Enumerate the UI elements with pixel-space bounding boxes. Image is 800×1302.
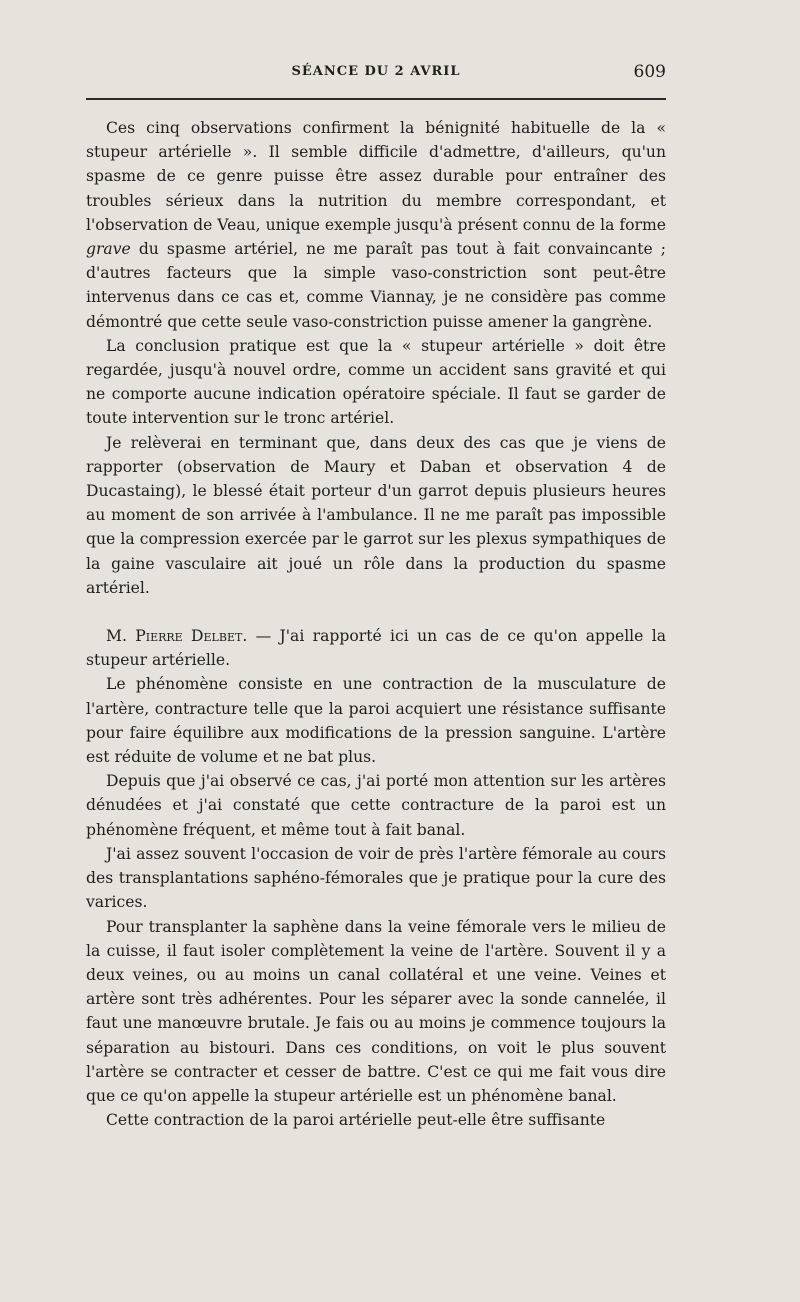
paragraph-delbet: M. Pierre Delbet. — J'ai rapporté ici un cas de ce qu'on appelle la stupeur artérielle.: [86, 627, 666, 670]
page-header: [86, 62, 666, 86]
paragraph-5: Le phénomène consiste en une contraction de la musculature de l'artère, contracture telle que la paroi acquiert une résistance suffisante pour faire équilibre aux modifications de la pression sanguine. L'artère est réduite de volume et ne bat plus.: [86, 675, 666, 767]
paragraph-9: Cette contraction de la paroi artérielle peut-elle être suffisante: [106, 1111, 606, 1130]
page-number: 609: [633, 62, 666, 82]
paragraph-2: La conclusion pratique est que la « stupeur artérielle » doit être regardée, jusqu'à nouvel ordre, comme un accident sans gravité et qui ne comporte aucune indication opératoire spéciale. Il faut se garder de toute intervention sur le tronc artériel.: [86, 336, 666, 428]
paragraph-7: J'ai assez souvent l'occasion de voir de près l'artère fémorale au cours des transplantations saphéno-fémorales que je pratique pour la cure des varices.: [86, 844, 666, 912]
paragraph-8: Pour transplanter la saphène dans la veine fémorale vers le milieu de la cuisse, il faut isoler complètement la veine de l'artère. Souvent il y a deux veines, ou au moins un canal collatéral et une veine. Veines et artère sont très adhérentes. Pour les séparer avec la sonde cannelée, il faut une manœuvre brutale. Je fais ou au moins je commence toujours la séparation au bistouri. Dans ces conditions, on voit le plus souvent l'artère se contracter et cesser de battre. C'est ce qui me fait vous dire que ce qu'on appelle la stupeur artérielle est un phénomène banal.: [86, 917, 666, 1105]
body-text: [86, 116, 666, 1132]
speaker-name: M. Pierre Delbet.: [106, 627, 248, 646]
italic-grave: grave: [86, 240, 131, 259]
header-rule: [86, 98, 666, 100]
paragraph-6: Depuis que j'ai observé ce cas, j'ai porté mon attention sur les artères dénudées et j'ai constaté que cette contracture de la paroi est un phénomène fréquent, et même tout à fait banal.: [86, 772, 666, 839]
running-title: SÉANCE DU 2 AVRIL: [291, 64, 461, 79]
paragraph-1: Ces cinq observations confirment la bénignité habituelle de la « stupeur artérielle ». Il semble difficile d'admettre, d'ailleurs, qu'un spasme de ce genre puisse être assez durable pour entraîner des troubles sérieux dans la nutrition du membre correspondant, et l'observation de Veau, unique exemple jusqu'à présent connu de la forme grave du spasme artériel, ne me paraît pas tout à fait convaincante ; d'autres facteurs que la simple vaso-constriction sont peut-être intervenus dans ce cas et, comme Viannay, je ne considère pas comme démontré que cette seule vaso-constriction puisse amener la gangrène.: [86, 119, 666, 331]
paragraph-3: Je relèverai en terminant que, dans deux des cas que je viens de rapporter (observation de Maury et Daban et observation 4 de Ducastaing), le blessé était porteur d'un garrot depuis plusieurs heures au moment de son arrivée à l'ambulance. Il ne me paraît pas impossible que la compression exercée par le garrot sur les plexus sympathiques de la gaine vasculaire ait joué un rôle dans la production du spasme artériel.: [86, 433, 666, 597]
